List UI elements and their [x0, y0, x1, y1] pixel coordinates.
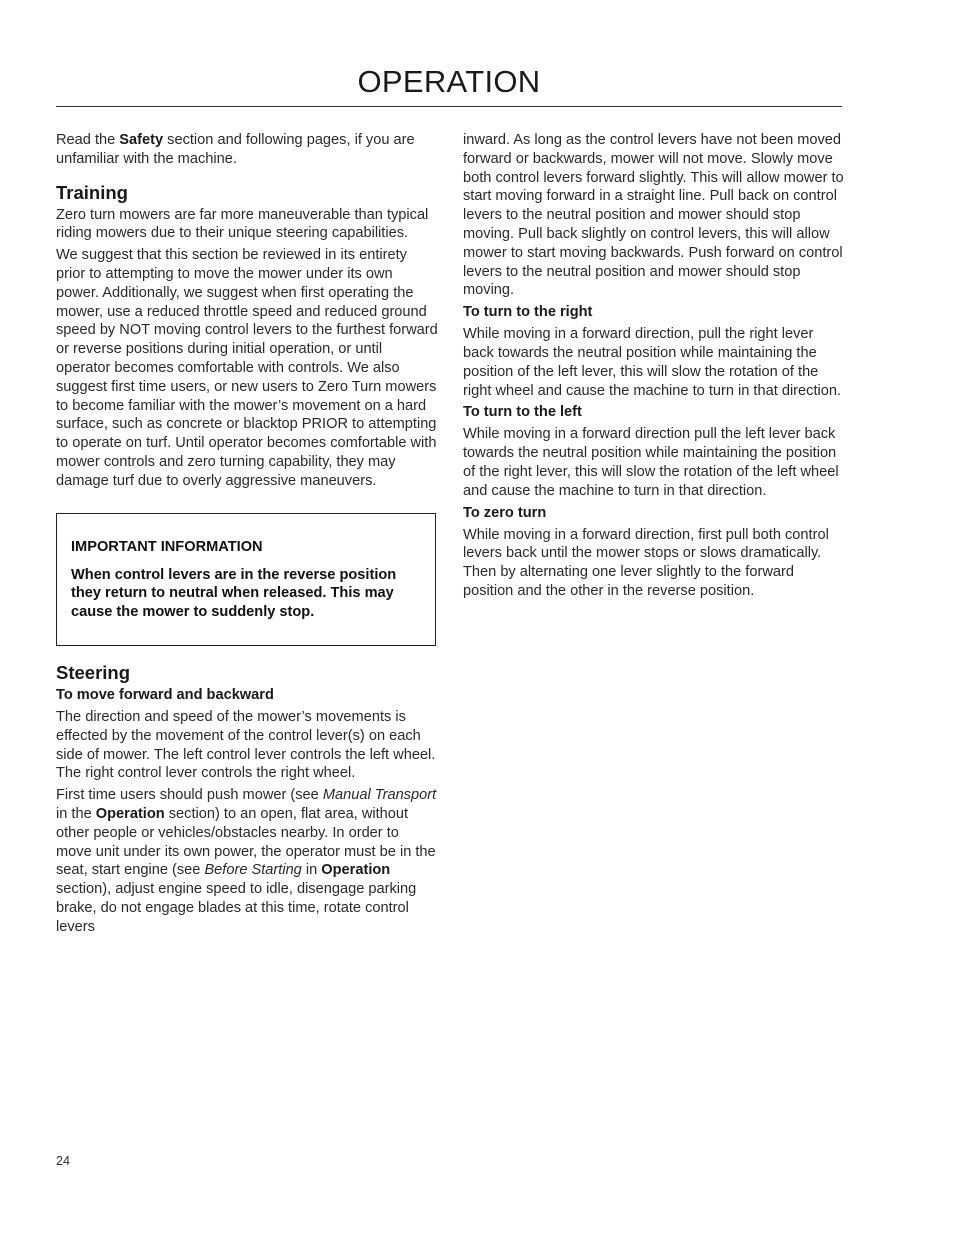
forward-backward-heading: To move forward and backward [56, 686, 274, 703]
zero-turn-heading: To zero turn [463, 504, 547, 521]
operation-bold-1: Operation [95, 805, 165, 822]
important-information-box [56, 513, 436, 646]
steering-p2-text-4: in [301, 862, 322, 879]
operation-bold-2: Operation [321, 862, 391, 879]
training-heading: Training [56, 181, 128, 203]
notice-heading: IMPORTANT INFORMATION [71, 538, 263, 555]
turn-left-heading: To turn to the left [463, 404, 582, 421]
right-column [463, 131, 845, 604]
turn-right-heading: To turn to the right [463, 304, 593, 321]
steering-p2-text-3: section) to an open, flat area, without other people or vehicles/obstacles nearby. In order to move unit under its own power, the operator must be in the seat, start engine (see [56, 805, 436, 879]
intro-text-2: section and following pages, if you are unfamiliar with the machine. [56, 132, 415, 167]
before-starting-ref: Before Starting [204, 862, 302, 879]
manual-transport-ref: Manual Transport [322, 787, 437, 804]
steering-paragraph-2-continued: inward. As long as the control levers have not been moved forward or backwards, mower will not move. Slowly move both control levers forward slightly. This will allow mower to start moving forward in a straight line. Pull back on control levers to the neutral position and mower should stop moving. Pull back slightly on control levers, this will allow mower to start moving backwards. Push forward on control levers to the neutral position and mower should stop moving. [463, 132, 844, 299]
turn-right-text: While moving in a forward direction, pull the right lever back towards the neutral position while maintaining the position of the left lever, this will slow the rotation of the right wheel and cause the machine to turn in that direction. [463, 326, 842, 399]
intro-paragraph [56, 131, 438, 169]
steering-p2-text-5: section), adjust engine speed to idle, disengage parking brake, do not engage blades at this time, rotate control levers [56, 881, 417, 935]
title-divider [56, 106, 842, 107]
training-paragraph-2: We suggest that this section be reviewed in its entirety prior to attempting to move the mower under its own power. Additionally, we suggest when first operating the mower, use a reduced throttle speed and reduced ground speed by NOT moving control levers to the furthest forward or reverse positions during initial operation, or until operator becomes comfortable with controls. We also suggest first time users, or new users to Zero Turn mowers to become familiar with the mower’s movement on a hard surface, such as concrete or blacktop PRIOR to attempting to operate on turf. Until operator becomes comfortable with mower controls and zero turning capability, they may damage turf due to overly aggressive maneuvers. [56, 247, 438, 489]
turn-left-text: While moving in a forward direction pull the left lever back towards the neutral position while maintaining the position of the right lever, this will slow the rotation of the left wheel and cause the machine to turn in that direction. [463, 426, 839, 499]
page-title: OPERATION [357, 64, 541, 99]
steering-heading: Steering [56, 661, 131, 683]
page-number: 24 [56, 1154, 70, 1168]
steering-paragraph-1: The direction and speed of the mower’s movements is effected by the movement of the control lever(s) on each side of mower. The left control lever controls the left wheel. The right control lever controls the right wheel. [56, 708, 436, 782]
training-paragraph-1: Zero turn mowers are far more maneuverable than typical riding mowers due to their unique steering capabilities. [56, 206, 429, 242]
intro-safety-bold: Safety [119, 132, 164, 148]
steering-p2-text-1: First time users should push mower (see [56, 787, 323, 804]
notice-body: When control levers are in the reverse position they return to neutral when released. This may cause the mower to suddenly stop. [71, 566, 397, 621]
left-column [56, 131, 438, 940]
zero-turn-text: While moving in a forward direction, first pull both control levers back until the mower stops or slows dramatically. Then by alternating one lever slightly to the forward position and the other in the reverse position. [463, 526, 829, 599]
steering-p2-text-2: in the [56, 805, 96, 822]
steering-paragraph-2 [56, 786, 438, 936]
intro-text-1: Read the [56, 132, 120, 148]
